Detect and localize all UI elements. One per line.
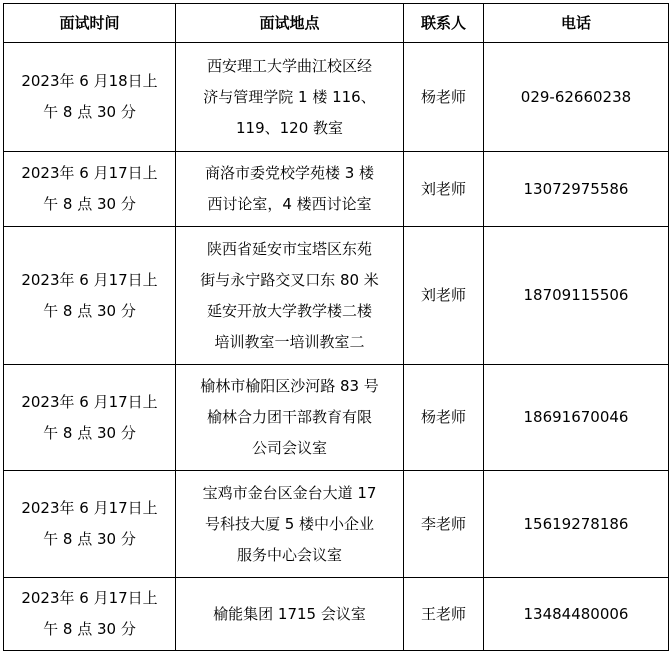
time-line-2: 午 8 点 30 分 [43,530,136,548]
location-line-1: 榆能集团 1715 会议室 [213,604,366,623]
location-line-1: 宝鸡市金台区金台大道 17 [202,483,377,502]
location-cell [176,43,404,152]
time-line-2: 午 8 点 30 分 [43,301,136,320]
time-line-2: 午 8 点 30 分 [43,103,136,121]
time-cell [4,227,176,365]
table-row [4,43,669,152]
location-line-4: 培训教室一培训教室二 [214,332,365,351]
time-line-1: 2023年 6 月17日上 [21,589,158,607]
location-line-3: 公司会议室 [251,439,327,457]
time-line-1: 2023年 6 月17日上 [21,164,158,182]
contact-cell: 李老师 [404,471,484,578]
location-line-2: 榆林合力团干部教育有限 [206,408,372,426]
time-line-2: 午 8 点 30 分 [43,195,136,213]
time-line-1: 2023年 6 月17日上 [21,392,158,411]
location-cell [176,578,404,651]
time-line-1: 2023年 6 月18日上 [21,72,158,90]
time-cell [4,365,176,471]
location-line-1: 榆林市榆阳区沙河路 83 号 [200,377,379,395]
time-line-1: 2023年 6 月17日上 [21,499,158,517]
contact-cell: 王老师 [404,578,484,651]
location-cell [176,227,404,365]
table-row [4,578,669,651]
header-location: 面试地点 [176,4,404,43]
header-phone: 电话 [484,4,669,43]
phone-cell: 029-62660238 [484,43,669,152]
phone-cell: 13072975586 [484,152,669,227]
location-line-2: 街与永宁路交叉口东 80 米 [200,270,379,289]
location-line-3: 延安开放大学教学楼二楼 [206,301,372,320]
location-line-2: 济与管理学院 1 楼 116、 [203,87,376,106]
location-line-1: 商洛市委党校学苑楼 3 楼 [204,164,375,182]
phone-cell: 13484480006 [484,578,669,651]
contact-cell: 刘老师 [404,152,484,227]
location-cell [176,365,404,471]
header-contact: 联系人 [404,4,484,43]
table-row [4,227,669,365]
contact-cell: 杨老师 [404,43,484,152]
time-cell [4,578,176,651]
time-cell [4,43,176,152]
time-line-2: 午 8 点 30 分 [43,423,136,442]
location-cell [176,152,404,227]
table-header-row [4,4,669,43]
header-time: 面试时间 [4,4,176,43]
location-line-1: 陕西省延安市宝塔区东苑 [206,239,372,258]
phone-cell: 18709115506 [484,227,669,365]
location-line-1: 西安理工大学曲江校区经 [206,56,372,75]
location-cell [176,471,404,578]
phone-cell: 15619278186 [484,471,669,578]
time-cell [4,471,176,578]
location-line-2: 西讨论室，4 楼西讨论室 [207,195,372,213]
contact-cell: 杨老师 [404,365,484,471]
table-row [4,471,669,578]
location-line-2: 号科技大厦 5 楼中小企业 [204,514,375,533]
contact-cell: 刘老师 [404,227,484,365]
location-line-3: 服务中心会议室 [236,545,342,564]
table-row [4,365,669,471]
time-cell [4,152,176,227]
time-line-2: 午 8 点 30 分 [43,620,136,638]
phone-cell: 18691670046 [484,365,669,471]
location-line-3: 119、120 教室 [235,118,344,137]
time-line-1: 2023年 6 月17日上 [21,270,158,289]
table-row [4,152,669,227]
interview-schedule-table [3,3,669,651]
